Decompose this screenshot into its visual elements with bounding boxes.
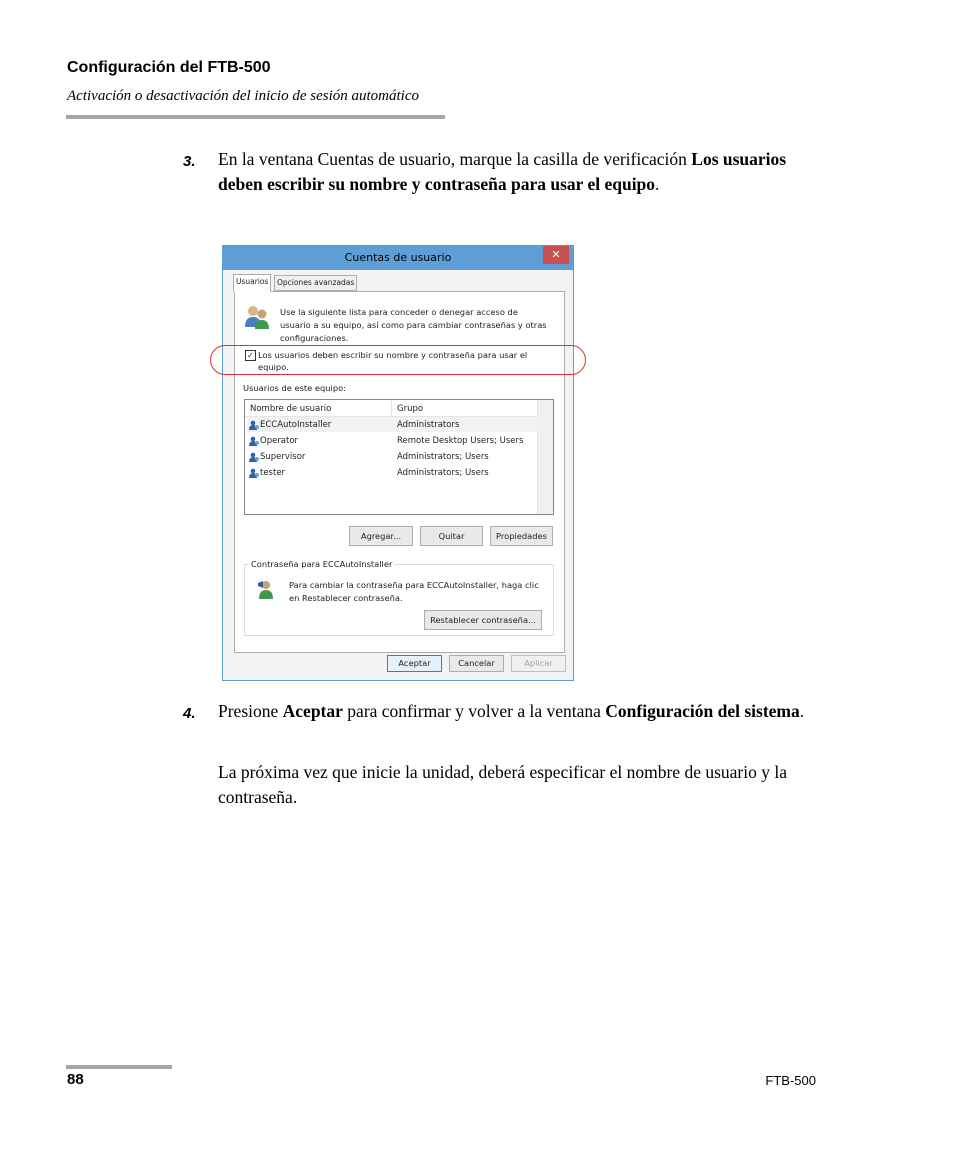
tab-users[interactable]: Usuarios [233,274,271,292]
row-username: Operator [260,436,299,446]
checkbox-checked-icon[interactable]: ✓ [245,350,256,361]
page-number: 88 [67,1071,84,1088]
close-icon[interactable]: ✕ [543,246,569,264]
properties-button[interactable]: Propiedades [490,526,553,546]
step-text-bold: Configuración del sistema [605,701,800,721]
row-username: ECCAutoInstaller [260,420,332,430]
table-row[interactable] [247,433,539,448]
step-text-end: . [655,174,660,194]
step-text [218,699,818,724]
user-icon [249,468,259,478]
step-text-plain: para confirmar y volver a la ventana [342,701,606,721]
users-list-header [245,400,539,417]
user-password-icon [257,579,279,601]
header-rule [66,115,445,119]
intro-text: Use la siguiente lista para conceder o denegar acceso de usuario a su equipo, así como para cambiar contraseñas y otras configuraciones. [280,307,547,343]
note-paragraph: La próxima vez que inicie la unidad, deberá especificar el nombre de usuario y la contraseña. [218,762,787,807]
user-icon [249,452,259,462]
user-icon [249,436,259,446]
require-login-checkbox-label[interactable]: Los usuarios deben escribir su nombre y contraseña para usar el equipo. [258,350,528,372]
list-scrollbar[interactable] [537,400,553,514]
step-text-end: . [799,701,805,721]
remove-user-button[interactable]: Quitar [420,526,483,546]
step-number: 4. [183,705,196,722]
password-group-title: Contraseña para ECCAutoInstaller [251,559,393,569]
step-text [218,147,818,197]
step-text-plain: En la ventana Cuentas de usuario, marque la casilla de verificación [218,149,692,169]
password-group-text: Para cambiar la contraseña para ECCAutoInstaller, haga clic en Restablecer contraseña. [289,580,539,603]
row-group: Remote Desktop Users; Users [397,436,524,446]
column-header-username[interactable]: Nombre de usuario [250,404,332,414]
page-header-title: Configuración del FTB-500 [67,59,271,76]
add-user-button[interactable]: Agregar... [349,526,413,546]
checkbox-highlight-ellipse [210,345,586,375]
users-icon [243,304,271,330]
cancel-button[interactable]: Cancelar [449,655,504,672]
step-text-plain: Presione [218,701,283,721]
table-row[interactable] [247,417,539,432]
row-group: Administrators; Users [397,452,489,462]
column-header-group[interactable]: Grupo [397,404,424,414]
table-row[interactable] [247,449,539,464]
reset-password-button[interactable]: Restablecer contraseña... [424,610,542,630]
page-header-subtitle: Activación o desactivación del inicio de sesión automático [67,88,419,104]
column-separator [391,400,392,416]
row-group: Administrators; Users [397,468,489,478]
users-list[interactable] [244,399,554,515]
row-group: Administrators [397,420,460,430]
step-number: 3. [183,153,196,170]
apply-button[interactable]: Aplicar [511,655,566,672]
step-text-bold: Aceptar [282,701,343,721]
user-accounts-dialog [222,245,574,681]
tab-advanced[interactable]: Opciones avanzadas [274,275,357,291]
row-username: tester [260,468,286,478]
users-list-label: Usuarios de este equipo: [243,383,346,393]
step-text-bold: Los usuarios deben escribir su nombre y contraseña para usar el equipo [218,149,787,194]
dialog-title: Cuentas de usuario [344,251,452,264]
row-username: Supervisor [260,452,306,462]
user-icon [249,420,259,430]
ok-button[interactable]: Aceptar [387,655,442,672]
password-group [244,559,554,636]
table-row[interactable] [247,465,539,480]
dialog-titlebar [223,246,573,270]
footer-model: FTB-500 [765,1073,816,1088]
footer-rule [66,1065,172,1069]
